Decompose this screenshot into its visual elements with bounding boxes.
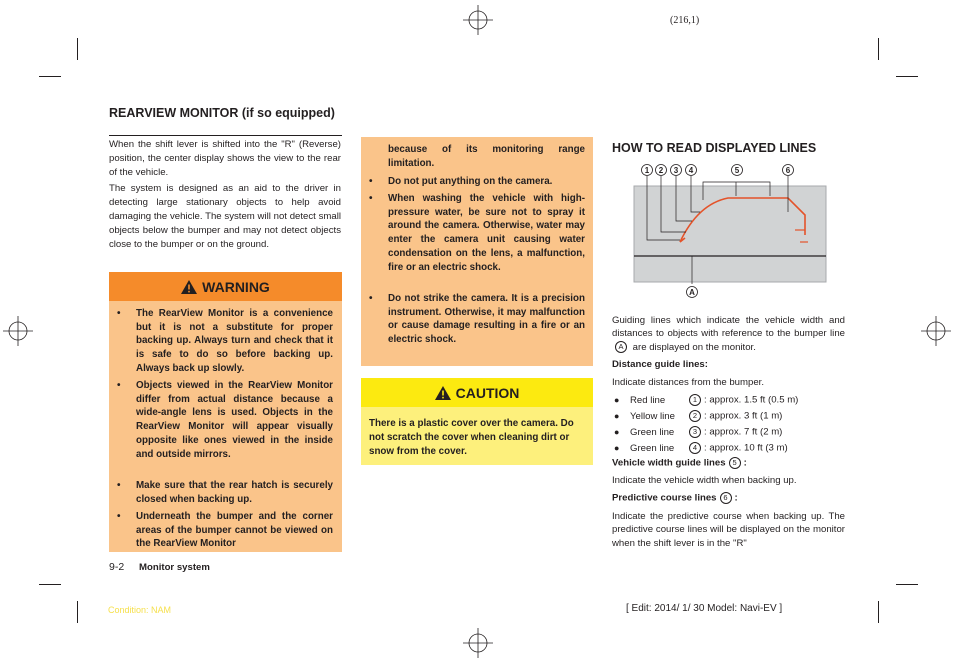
distance-item: Green line 3 : approx. 7 ft (2 m) <box>630 426 783 438</box>
crop-mark <box>896 76 918 77</box>
registration-mark-icon <box>463 628 493 658</box>
crop-mark <box>39 584 61 585</box>
caution-box <box>361 378 593 465</box>
system-paragraph: The system is designed as an aid to the driver in detecting large stationary objects to help avoid damaging the vehicle. The system will not detect small objects below the bumper and may not detect objects close to the bumper or on the ground. <box>109 183 341 250</box>
registration-mark-icon <box>921 316 951 346</box>
warning-box <box>109 272 342 552</box>
bullet-icon: ● <box>614 427 620 437</box>
diagram-label-5: 5 <box>734 166 740 175</box>
bullet-icon: ● <box>614 411 620 421</box>
width-heading: Vehicle width guide lines 5 : <box>612 457 747 469</box>
warning-item: • Underneath the bumper and the corner areas of the bumper cannot be viewed on the RearView Monitor <box>117 511 333 550</box>
diagram-label-A: A <box>689 288 695 297</box>
predictive-text: Indicate the predictive course when backing up. The predictive course lines will be displayed on the monitor when the shift lever is in the "R" <box>612 511 845 549</box>
width-text: Indicate the vehicle width when backing up. <box>612 475 797 486</box>
caution-header <box>361 378 593 407</box>
section-divider <box>109 135 342 136</box>
bullet-icon: ● <box>614 395 620 405</box>
guide-lines-diagram <box>630 160 830 300</box>
caution-text: There is a plastic cover over the camera. Do not scratch the cover when cleaning dirt or snow from the cover. <box>369 418 574 457</box>
intro-paragraph: When the shift lever is shifted into the "R" (Reverse) position, the center display shows the view to the rear of the vehicle. <box>109 139 341 178</box>
warning-item: • Make sure that the rear hatch is securely closed when backing up. <box>117 480 333 505</box>
bullet-icon: ● <box>614 443 620 453</box>
distance-item: Green line 4 : approx. 10 ft (3 m) <box>630 442 788 454</box>
crop-mark <box>896 584 918 585</box>
marker-A-icon: A <box>615 341 627 353</box>
crop-mark <box>39 76 61 77</box>
crop-mark <box>77 601 78 623</box>
caution-label: CAUTION <box>455 384 520 401</box>
edit-info: [ Edit: 2014/ 1/ 30 Model: Navi-EV ] <box>626 603 783 614</box>
caution-triangle-icon <box>435 386 451 400</box>
diagram-label-4: 4 <box>688 166 694 175</box>
diagram-label-2: 2 <box>658 166 664 175</box>
read-lines-title: HOW TO READ DISPLAYED LINES <box>612 141 817 155</box>
registration-mark-icon <box>3 316 33 346</box>
diagram-label-1: 1 <box>644 166 650 175</box>
registration-mark-icon <box>463 5 493 35</box>
distance-item: Yellow line 2 : approx. 3 ft (1 m) <box>630 410 783 422</box>
warning-continued-lead: because of its monitoring range limitation. <box>388 144 585 169</box>
footer-section-name: Monitor system <box>139 562 210 573</box>
predictive-heading: Predictive course lines 6 : <box>612 492 738 504</box>
condition-label: Condition: NAM <box>108 605 172 615</box>
distance-item: Red line 1 : approx. 1.5 ft (0.5 m) <box>630 394 799 406</box>
diagram-label-6: 6 <box>785 166 791 175</box>
warning-item: • Do not strike the camera. It is a precision instrument. Otherwise, it may malfunction or cause damage resulting in a fire or an electric shock. <box>369 293 585 346</box>
warning-item: • Do not put anything on the camera. <box>369 176 553 187</box>
warning-triangle-icon <box>181 280 197 294</box>
page-number: 9-2 <box>109 561 125 573</box>
read-lines-intro: Guiding lines which indicate the vehicle width and distances to objects with reference to the bumper line A are displayed on the monitor. <box>612 315 845 353</box>
warning-label: WARNING <box>202 278 270 295</box>
warning-item: • The RearView Monitor is a convenience but it is not a substitute for proper backing up. Always turn and check that it is safe to do so before backing up. Always back up slowly. <box>117 308 333 374</box>
section-title: REARVIEW MONITOR (if so equipped) <box>109 106 335 120</box>
distance-heading: Distance guide lines: <box>612 359 708 370</box>
crop-mark <box>878 601 879 623</box>
page-id: (216,1) <box>670 15 700 26</box>
distance-text: Indicate distances from the bumper. <box>612 377 764 388</box>
diagram-label-3: 3 <box>673 166 679 175</box>
warning-item: • When washing the vehicle with high-pressure water, be sure not to spray it around the camera. Otherwise, water may enter the camera unit causing water condensation on the lens, a malfunction, fire or an electric shock. <box>369 193 585 273</box>
warning-continued-box <box>361 137 593 366</box>
warning-header <box>109 272 342 301</box>
warning-item: • Objects viewed in the RearView Monitor differ from actual distance because a wide-angle lens is used. Objects in the RearView Monitor will appear visually opposite like ones viewed in the inside and outside mirrors. <box>117 380 333 460</box>
crop-mark <box>77 38 78 60</box>
crop-mark <box>878 38 879 60</box>
